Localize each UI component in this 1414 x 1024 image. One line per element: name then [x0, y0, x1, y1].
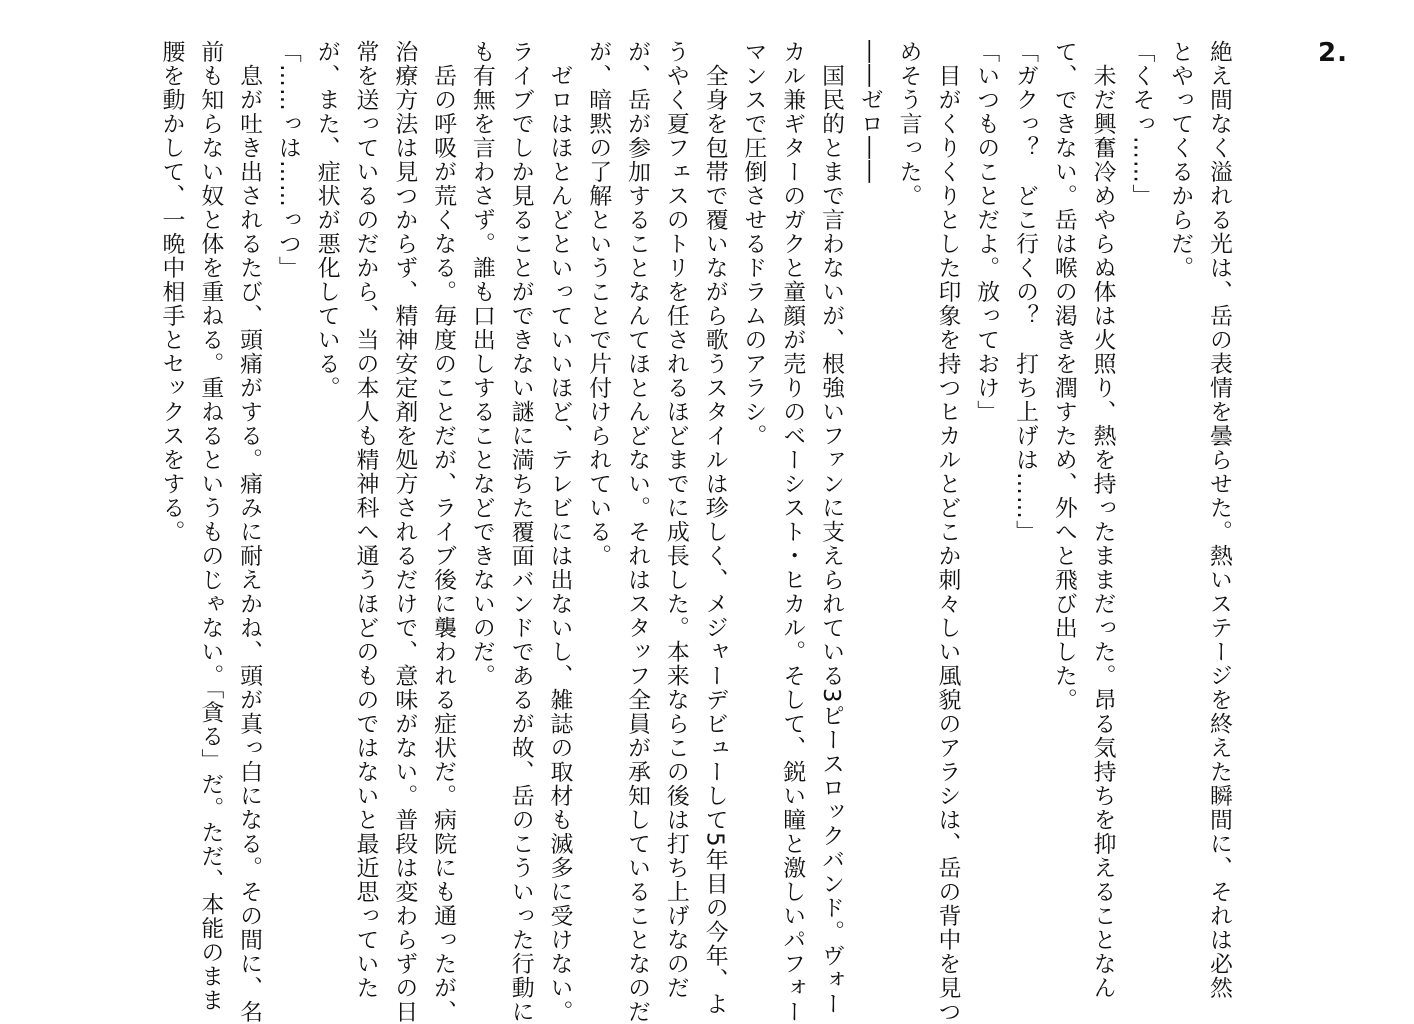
- section-heading: ――ゼロ――: [856, 40, 883, 184]
- text-line: 常を送っているのだから、当の本人も精神科へ通うほどのものではないと最近思っていた: [352, 40, 379, 1000]
- text-line: 「くそっ……」: [1128, 40, 1155, 208]
- text-line: 国民的とまで言わないが、根強いファンに支えられている3ピースロックバンド。ヴォー: [818, 40, 845, 1016]
- text-line: が、岳が参加することなんてほとんどない。それはスタッフ全員が承知していることなのだ: [624, 40, 651, 1024]
- page-number: 2.: [1318, 38, 1348, 68]
- text-line: とやってくるからだ。: [1167, 40, 1194, 280]
- text-line: 「いつものことだよ。放っておけ」: [973, 40, 1000, 424]
- text-line: ゼロはほとんどといっていいほど、テレビには出ないし、雑誌の取材も滅多に受けない。: [546, 40, 573, 1024]
- text-line: が、また、症状が悪化している。: [313, 40, 340, 400]
- text-line: 「ガクっ？ どこ行くの？ 打ち上げは……」: [1012, 40, 1039, 544]
- text-line: 前も知らない奴と体を重ねる。重ねるというものじゃない。「貪る」だ。ただ、本能のまま: [197, 40, 224, 1013]
- text-line: 治療方法は見つからず、精神安定剤を処方されるだけで、意味がない。普段は変わらずの日: [391, 40, 418, 1024]
- text-line: て、できない。岳は喉の渇きを潤すため、外へと飛び出した。: [1050, 40, 1077, 712]
- text-line: 絶え間なく溢れる光は、岳の表情を曇らせた。熱いステージを終えた瞬間に、それは必然: [1206, 40, 1232, 1000]
- text-line: めそう言った。: [895, 40, 922, 208]
- text-line: 「……っは……っつ」: [274, 40, 301, 280]
- text-line: も有無を言わさず。誰も口出しすることなどできないのだ。: [468, 40, 495, 688]
- text-line: うやく夏フェスのトリを任されるほどまでに成長した。本来ならこの後は打ち上げなのだ: [662, 40, 689, 1000]
- text-line: 腰を動かして、一晩中相手とセックスをする。: [158, 40, 185, 544]
- text-line: 全身を包帯で覆いながら歌うスタイルは珍しく、メジャーデビューして5年目の今年、よ: [701, 40, 728, 1016]
- text-line: 岳の呼吸が荒くなる。毎度のことだが、ライブ後に襲われる症状だ。病院にも通ったが、: [430, 40, 457, 1024]
- text-line: 未だ興奮冷めやらぬ体は火照り、熱を持ったままだった。昂る気持ちを抑えることなん: [1089, 40, 1116, 1000]
- text-line: ライブでしか見ることができない謎に満ちた覆面バンドであるが故、岳のこういった行動に: [507, 40, 534, 1024]
- text-line: 目がくりくりとした印象を持つヒカルとどこか刺々しい風貌のアラシは、岳の背中を見つ: [934, 40, 961, 1024]
- text-line: カル兼ギターのガクと童顔が売りのベーシスト・ヒカル。そして、鋭い瞳と激しいパフォー: [779, 40, 806, 1024]
- text-line: 息が吐き出されるたび、頭痛がする。痛みに耐えかね、頭が真っ白になる。その間に、名: [236, 40, 263, 1024]
- text-line: が、暗黙の了解ということで片付けられている。: [585, 40, 612, 568]
- text-line: マンスで圧倒させるドラムのアラシ。: [740, 40, 767, 448]
- vertical-text-body: [152, 40, 1238, 1024]
